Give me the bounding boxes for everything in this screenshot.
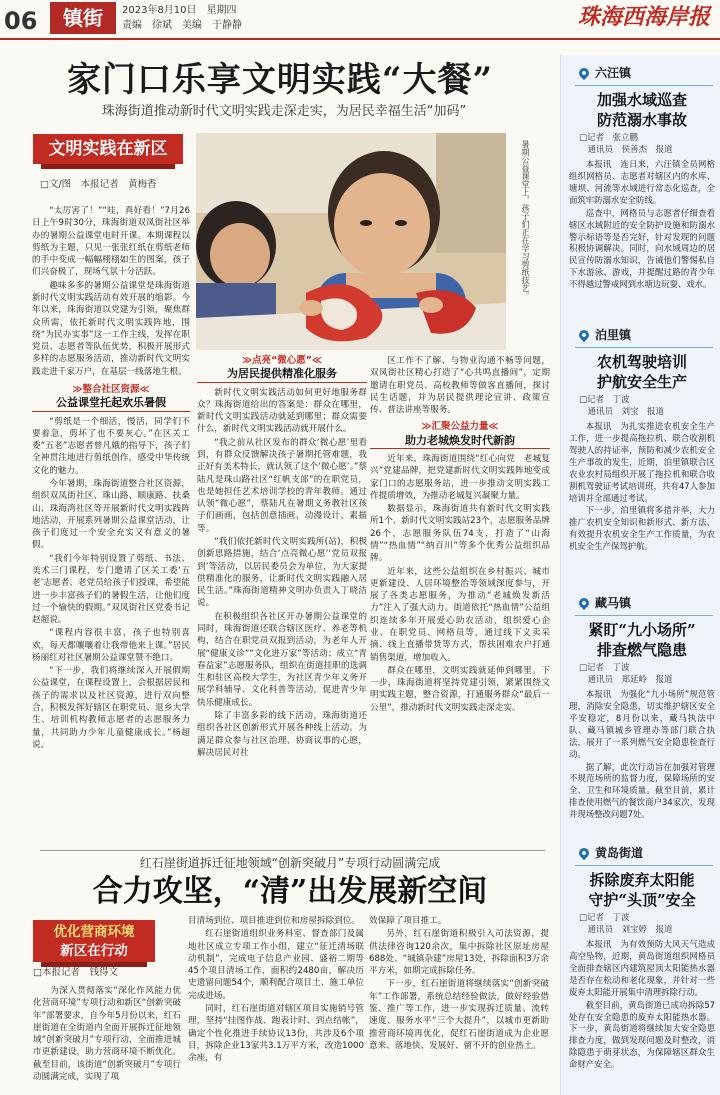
subhead-1 bbox=[32, 384, 190, 412]
brief-title: 紧盯“九小场所” 排查燃气隐患 bbox=[588, 621, 696, 659]
paragraph: 同时，红石崖街道对辖区项目实施销号管理，坚持“挂图作战、跑表计时、到点结帐”，确定个性化推进手续协议13份，共涉及6个项目，拆除企业13家共3.1万平方米，改造1000余座，有 bbox=[188, 1003, 364, 1064]
ribbon-line-1: 优化营商环境 bbox=[53, 924, 135, 940]
second-col3 bbox=[369, 915, 549, 1053]
ribbon-line-2: 新区在行动 bbox=[60, 943, 128, 959]
paragraph: “我之前从社区发布的群众‘微心愿’里看到，有群众反馈解决孩子暑期托管难题，我正好有美术特长，就认领了这个‘微心愿’。”蔡陆凡是珠山路社区“红帆支部”的在职党员，也是她担任艺术培训学校的青年教师。通过认领“微心愿”，蔡陆凡在暑期义务教社区孩子们画画，包括创意插画、动漫设计、素描等。 bbox=[197, 437, 367, 534]
paragraph: 区工作不了解、与物业沟通不畅等问题，双凤街社区精心打造了“心共鸣直播间”，定期邀请在职党员、高校教师等做客直播间，探讨民生话题，并为居民提供理论宣讲、政策宣传、普法讲座等服务。 bbox=[370, 356, 550, 416]
section-label: 镇街 bbox=[50, 2, 116, 34]
paragraph: 数据显示，珠海街道共有新时代文明实践所1个、新时代文明实践站23个，志愿服务品牌26个，志愿服务队伍74支，打造了“山海情”“热血情”“纳百川”等多个优秀公益组织品牌。 bbox=[370, 504, 550, 564]
paragraph: 在积极组织各社区开办暑期公益课堂的同时，珠海街道还联合辖区医疗、养老等机构，结合在职党员双报到活动，为老年人开展“健康义诊”“文化进万家”等活动；成立“青春益家”志愿服务队，组织在街道挂职的选调生和驻区高校大学生，为社区青少年义务开展学科辅导、文化科普等活动，促进青少年快乐健康成长。 bbox=[197, 611, 367, 708]
subhead-kicker: ≫汇聚公益力量≪ bbox=[421, 421, 499, 433]
paragraph: 截至目前，黄岛街道已成功拆除57处存在安全隐患的废弃太阳能热水器。下一步，黄岛街道将继续加大安全隐患排查力度，做到发现问题及时整改，消除隐患于萌芽状态，为保障辖区群众生命财产安全。 bbox=[569, 999, 715, 1070]
subhead-title: 助力老城焕发时代新韵 bbox=[370, 434, 550, 449]
paragraph: 下一步，泊里镇将多措并举，大力推广农机安全知识和新形式、新方法，有效提升农机安全生产工作质量，为农机安全生产保驾护航。 bbox=[569, 505, 715, 552]
brief-body bbox=[569, 689, 715, 822]
photo-caption: 暑期公益课堂上，孩子们正在学习剪纸技艺。 bbox=[521, 140, 530, 300]
brief-body bbox=[569, 159, 715, 292]
paragraph: 今年暑期，珠海街道整合社区资源，组织双凤街社区、珠山路、顺康路、扶桑山、珠海湾社区等开展新时代文明实践阵地活动，开展系列暑期公益课堂活动，让孩子们度过一个安全充实又有意义的暑假。 bbox=[32, 478, 190, 551]
section-divider bbox=[40, 850, 545, 851]
brief-title: 农机驾驶培训 护航安全生产 bbox=[596, 353, 687, 391]
subhead-kicker: ≫点亮“微心愿”≪ bbox=[242, 355, 322, 366]
second-headline: 合力攻坚，“清”出发展新空间 bbox=[92, 874, 488, 909]
paragraph: “剪纸是一个细活，慢活，同学们不要着急，剪坏了也不要灰心。”在区关工委“五老”志愿者曾凡娥的指导下，孩子们全神贯注地进行剪纸创作，感受中华传统文化的魅力。 bbox=[32, 416, 190, 476]
lead-col2 bbox=[197, 355, 367, 760]
town-name: 六汪镇 bbox=[595, 66, 632, 80]
location-pin-icon bbox=[577, 846, 591, 860]
paragraph: 为深入贯彻落实“深化作风能力优化营商环境”专项行动和新区“创新突破年”部署要求，自今年5月份以来，红石崖街道在全街道内全面开展拆迁征地领域“创新突破月”专项行动，全面推进城市更新建设，助力营商环境不断优化。截至目前，该街道“创新突破月”专项行动圆满完成，实现了项 bbox=[33, 986, 181, 1082]
subhead-title: 公益课堂托起欢乐暑假 bbox=[32, 396, 190, 411]
lead-col3 bbox=[370, 355, 550, 715]
brief-body bbox=[569, 939, 715, 1072]
paragraph: 本报讯 为扎实推进农机安全生产工作，进一步提高拖拉机、联合收割机驾驶人的持证率，预防和减少农机安全生产事故的发生，近期，泊里镇联合区农业农村局组织开展了拖拉机和联合收割机驾驶证考试培训班，共有47人参加培训并全部通过考试。 bbox=[569, 421, 715, 503]
paragraph: 本报讯 为强化“九小场所”规范管理，消除安全隐患，切实维护辖区安全平安稳定，8月份以来，藏马执法中队、藏马镇城乡管理办等部门联合执法，展开了一系列燃气安全隐患检查行动。 bbox=[569, 689, 715, 759]
subhead-kicker: ≫整合社区资源≪ bbox=[72, 383, 150, 395]
lead-subheadline: 珠海街道推动新时代文明实践走深走实，为居民幸福生活“加码” bbox=[101, 104, 467, 119]
paragraph: “下一步，我们将继续深入开展假期公益课堂，在课程设置上，会根据居民和孩子的需求以及社区资源，进行双向整合，积极发挥好辖区在职党员、退乡大学生、培训机构教师志愿者的志愿服务力量，共同助力少年儿童健康成长。”杨超说。 bbox=[32, 666, 190, 750]
paragraph: “太厉害了！”“哇，真好看！”7月26日上午9时30分，珠海街道双凤街社区举办的暑期公益课堂电时开课。本期课程以剪纸为主题，只见一张张红纸在剪纸老师的手中变成一幅幅栩栩如生的图案，孩子们兴奋极了，现场气氛十分活跃。 bbox=[32, 206, 190, 278]
second-byline: □本报记者 钱得文 bbox=[33, 967, 118, 978]
subhead-title: 为居民提供精准化服务 bbox=[197, 367, 367, 382]
paragraph: “我们依托新时代文明实践所(站)，积极创新思路措施，结合‘点亮微心愿’‘党员双报到’等活动，以居民委员会为单位，为大家提供精准化的服务，让新时代文明实践融入居民生活。”珠海街道精神文明办负责人丁晓洁说。 bbox=[197, 537, 367, 609]
brief-byline: □记者 张立鹏 通讯员 侯善杰 报道 bbox=[579, 133, 673, 155]
brief-body bbox=[569, 421, 715, 554]
paper-name-logo: 珠海西海岸报 bbox=[577, 4, 710, 30]
second-col1 bbox=[33, 985, 181, 1084]
brief-byline: □记者 丁波 通讯员 刘宝 报道 bbox=[579, 395, 665, 417]
page-number: 06 bbox=[4, 7, 38, 35]
photo-kids-papercutting bbox=[196, 133, 506, 350]
town-header bbox=[561, 65, 720, 85]
paragraph: 据了解，此次行动旨在加强对管理不规范场所的监督力度，保障场所的安全、卫生和环境质量。截至目前，累计排查使用燃气的餐饮商户34家次，发现并现场整改问题7处。 bbox=[569, 761, 715, 820]
subhead-3 bbox=[370, 421, 550, 449]
second-col2 bbox=[188, 915, 364, 1065]
lead-col1 bbox=[32, 205, 190, 752]
subhead-2 bbox=[197, 355, 367, 383]
brief-title: 拆除废弃太阳能 守护“头顶”安全 bbox=[588, 871, 696, 909]
town-news-sidebar bbox=[560, 55, 720, 1095]
paragraph: 新时代文明实践活动如何更好地服务群众？珠海街道给出的答案是：群众在哪里，新时代文明实践活动就延到哪里；群众需要什么，新时代文明实践活动就开展什么。 bbox=[197, 387, 367, 435]
editors: 责编 徐斌 美编 于静静 bbox=[122, 20, 242, 31]
paragraph: 群众在哪里，文明实践就延伸到哪里。下一步，珠海街道将坚持党建引领，紧紧围绕文明实践主题，整合资源，打通服务群众“最后一公里”，推动新时代文明实践走深走实。 bbox=[370, 665, 550, 713]
town-header bbox=[561, 595, 720, 615]
town-name: 泊里镇 bbox=[595, 328, 632, 342]
issue-date: 2023年8月10日 星期四 bbox=[122, 5, 237, 16]
paragraph: 效保障了项目推工。 bbox=[369, 916, 447, 926]
paragraph: “我们今年特别设置了剪纸、书法、美术三门课程，专门邀请了区关工委‘五老’志愿者、老党员给孩子们授课，希望能进一步丰富孩子们的暑假生活，让他们度过一个愉快的假期。”双凤街社区党委书记赵超说。 bbox=[32, 553, 190, 626]
paragraph: 趣味多多的暑期公益课堂是珠海街道新时代文明实践活动有效开展的缩影。今年以来，珠海街道以党建为引领，聚焦群众所需，依托新时代文明实践阵地，围绕“为民办实事”这一工作主线，发挥在职党员、志愿者等队伍优势，积极开展形式多样的志愿服务活动，推动新时代文明实践走进千家万户，在基层一线落地生根。 bbox=[32, 280, 190, 377]
column-ribbon: 文明实践在新区 bbox=[33, 134, 183, 164]
paragraph: 目清场到位、项目推进到位和房屋拆除到位。 bbox=[188, 916, 360, 926]
town-name: 藏马镇 bbox=[595, 596, 632, 610]
paragraph: 本报讯 连日来，六汪镇全员网格组织网格员、志愿者对辖区内的水库、塘坝、河流等水域进行常态化巡查，全面筑牢防溺水安全防线。 bbox=[569, 159, 715, 205]
business-env-ribbon bbox=[33, 920, 155, 962]
paragraph: 下一步，红石崖街道将继续落实“创新突破年”工作部署，系统总结经验做法，做好经验借鉴、推广等工作，进一步实现拆迁质量、流转速度、服务水平“三个大提升”，以城市更新助推营商环境再优化，促红石崖街道成为企业愿意来、落地快、发展好、留不开的创业热土。 bbox=[369, 979, 549, 1051]
brief-byline: □记者 丁波 通讯员 郑延岭 报道 bbox=[579, 663, 673, 685]
location-pin-icon bbox=[577, 66, 591, 80]
lead-photo bbox=[196, 133, 506, 350]
paragraph: 近年来，珠海街道围绕“红心向党 老城复兴”党建品牌，把党建新时代文明实践阵地变成家门口的志愿服务站，进一步推动文明实践工作提质增效，为推动老城复兴凝聚力量。 bbox=[370, 454, 550, 501]
town-header bbox=[561, 845, 720, 865]
paragraph: 除了丰富多彩的线下活动，珠海街道还组织各社区创新形式开展各种线上活动。为满足群众参与社区治理、协商议事的心愿，解决居民对社 bbox=[197, 710, 367, 758]
town-name: 黄岛街道 bbox=[595, 846, 644, 860]
masthead bbox=[0, 0, 720, 40]
brief-byline: □记者 丁波 通讯员 刘宝婷 报道 bbox=[579, 913, 673, 935]
paragraph: 近年来，这些公益组织在乡村振兴、城市更新建设、人居环境整治等领域深度参与，开展了各类志愿服务，为推动“老城焕发新活力”注入了强大动力。街道依托“热血情”公益组织连续多年开展爱心助农活动，组织爱心企业、在职党员、网格员等，通过线下义卖采摘、线上直播带货等方式，帮扶困难农户打通销售渠道，增加收入。 bbox=[370, 566, 550, 663]
paragraph: 红石崖街道组织业务科室、督查部门及属地社区成立专项工作小组，建立“征迁清场联动机制”，完成电子信息产业园、盛裕二期等45个项目清场工作，面积约2480亩，解决历史遗留问题54个，顺利配合项目土、施工单位完成进场。 bbox=[188, 929, 364, 1001]
town-header bbox=[561, 327, 720, 347]
paragraph: 巡查中，网格员与志愿者仔细查看辖区水域附近的安全防护设施和防溺水警示标语等是否完好，针对发现的问题积极协调解决。同时，向水域周边的居民宣传防溺水知识，告诫他们警惕私自下水游泳、游戏，并提醒过路的青少年不得越过警戒网到水塘边玩耍、戏水。 bbox=[569, 207, 715, 290]
lead-byline: □文/图 本报记者 黄梅香 bbox=[40, 179, 157, 190]
location-pin-icon bbox=[577, 328, 591, 342]
paragraph: 本报讯 为有效预防大风天气造成高空坠物，近期，黄岛街道组织网格员全面排查辖区内建筑屋顶太阳能热水器是否存在松动和老化现象，并针对一些废弃太阳能开展集中清理拆除行动。 bbox=[569, 939, 715, 997]
brief-title: 加强水域巡查 防范溺水事故 bbox=[596, 91, 687, 129]
second-kicker: 红石崖街道拆迁征地领域“创新突破月”专项行动圆满完成 bbox=[139, 856, 441, 870]
lead-headline: 家门口乐享文明实践“大餐” bbox=[66, 60, 494, 100]
location-pin-icon bbox=[577, 596, 591, 610]
paragraph: “课程内容很丰富，孩子也特别喜欢，每天都嚷嚷着让我带他来上课。”居民杨丽红对社区暑期公益课堂赞不绝口。 bbox=[32, 628, 190, 663]
paragraph: 另外，红石崖街道积极引入司法资源，提供法律咨询120余次，集中拆除社区原址房屋688处、“城镇杂建”房屋13处，拆除面积3万余平方米，如期完成拆除任务。 bbox=[369, 929, 549, 977]
